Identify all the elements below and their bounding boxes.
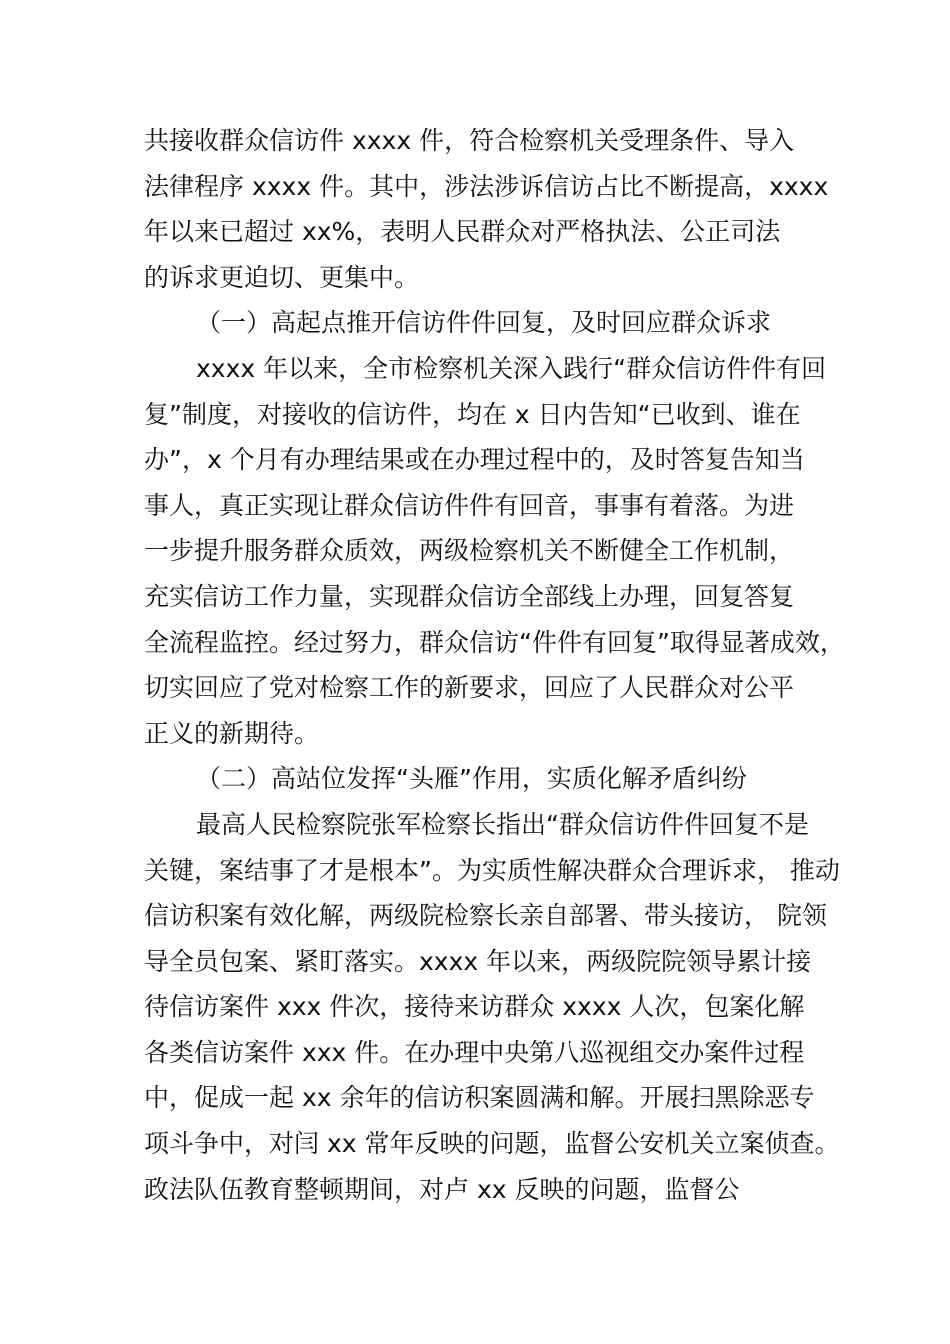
paragraph-line: 法律程序 xxxx 件。其中，涉法涉诉信访占比不断提高，xxxx (144, 171, 829, 201)
paragraph-line: 充实信访工作力量，实现群众信访全部线上办理，回复答复 (144, 581, 795, 611)
document-body (144, 118, 844, 1212)
paragraph-line: 办”，x 个月有办理结果或在办理过程中的，及时答复告知当 (144, 445, 805, 475)
paragraph-line: 全流程监控。经过努力，群众信访“件件有回复”取得显著成效， (144, 627, 845, 657)
paragraph-line: 共接收群众信访件 xxxx 件，符合检察机关受理条件、导入 (144, 126, 795, 155)
paragraph-line: xxxx 年以来，全市检察机关深入践行“群众信访件件有回 (196, 353, 827, 383)
paragraph-line: 待信访案件 xxx 件次，接待来访群众 xxxx 人次，包案化解 (144, 992, 805, 1022)
paragraph-line: 项斗争中，对闫 xx 常年反映的问题，监督公安机关立案侦查。 (144, 1129, 840, 1159)
paragraph-line: 导全员包案、紧盯落实。xxxx 年以来，两级院院领导累计接 (144, 946, 812, 976)
paragraph-line: 正义的新期待。 (144, 718, 320, 748)
paragraph-line: 各类信访案件 xxx 件。在办理中央第八巡视组交办案件过程 (144, 1037, 805, 1067)
paragraph-line: 的诉求更迫切、更集中。 (144, 262, 420, 292)
paragraph-line: 年以来已超过 xx%，表明人民群众对严格执法、公正司法 (144, 217, 781, 247)
section-heading-2: （二）高站位发挥“头雁”作用，实质化解矛盾纠纷 (196, 764, 747, 794)
paragraph-line: 一步提升服务群众质效，两级检察机关不断健全工作机制， (144, 536, 795, 566)
section-heading-1: （一）高起点推开信访件件回复，及时回应群众诉求 (196, 308, 772, 338)
paragraph-line: 事人，真正实现让群众信访件件有回音，事事有着落。为进 (144, 490, 795, 520)
paragraph-line: 切实回应了党对检察工作的新要求，回应了人民群众对公平 (144, 673, 795, 703)
paragraph-line: 最高人民检察院张军检察长指出“群众信访件件回复不是 (196, 809, 809, 839)
paragraph-line: 信访积案有效化解，两级院检察长亲自部署、带头接访， 院领 (144, 901, 827, 931)
paragraph-line: 关键，案结事了才是根本”。为实质性解决群众合理诉求， 推动 (144, 855, 840, 885)
paragraph-line: 政法队伍教育整顿期间，对卢 xx 反映的问题，监督公 (144, 1174, 740, 1204)
paragraph-line: 复”制度，对接收的信访件，均在 x 日内告知“已收到、谁在 (144, 399, 801, 429)
paragraph-line: 中，促成一起 xx 余年的信访积案圆满和解。开展扫黑除恶专 (144, 1083, 815, 1113)
